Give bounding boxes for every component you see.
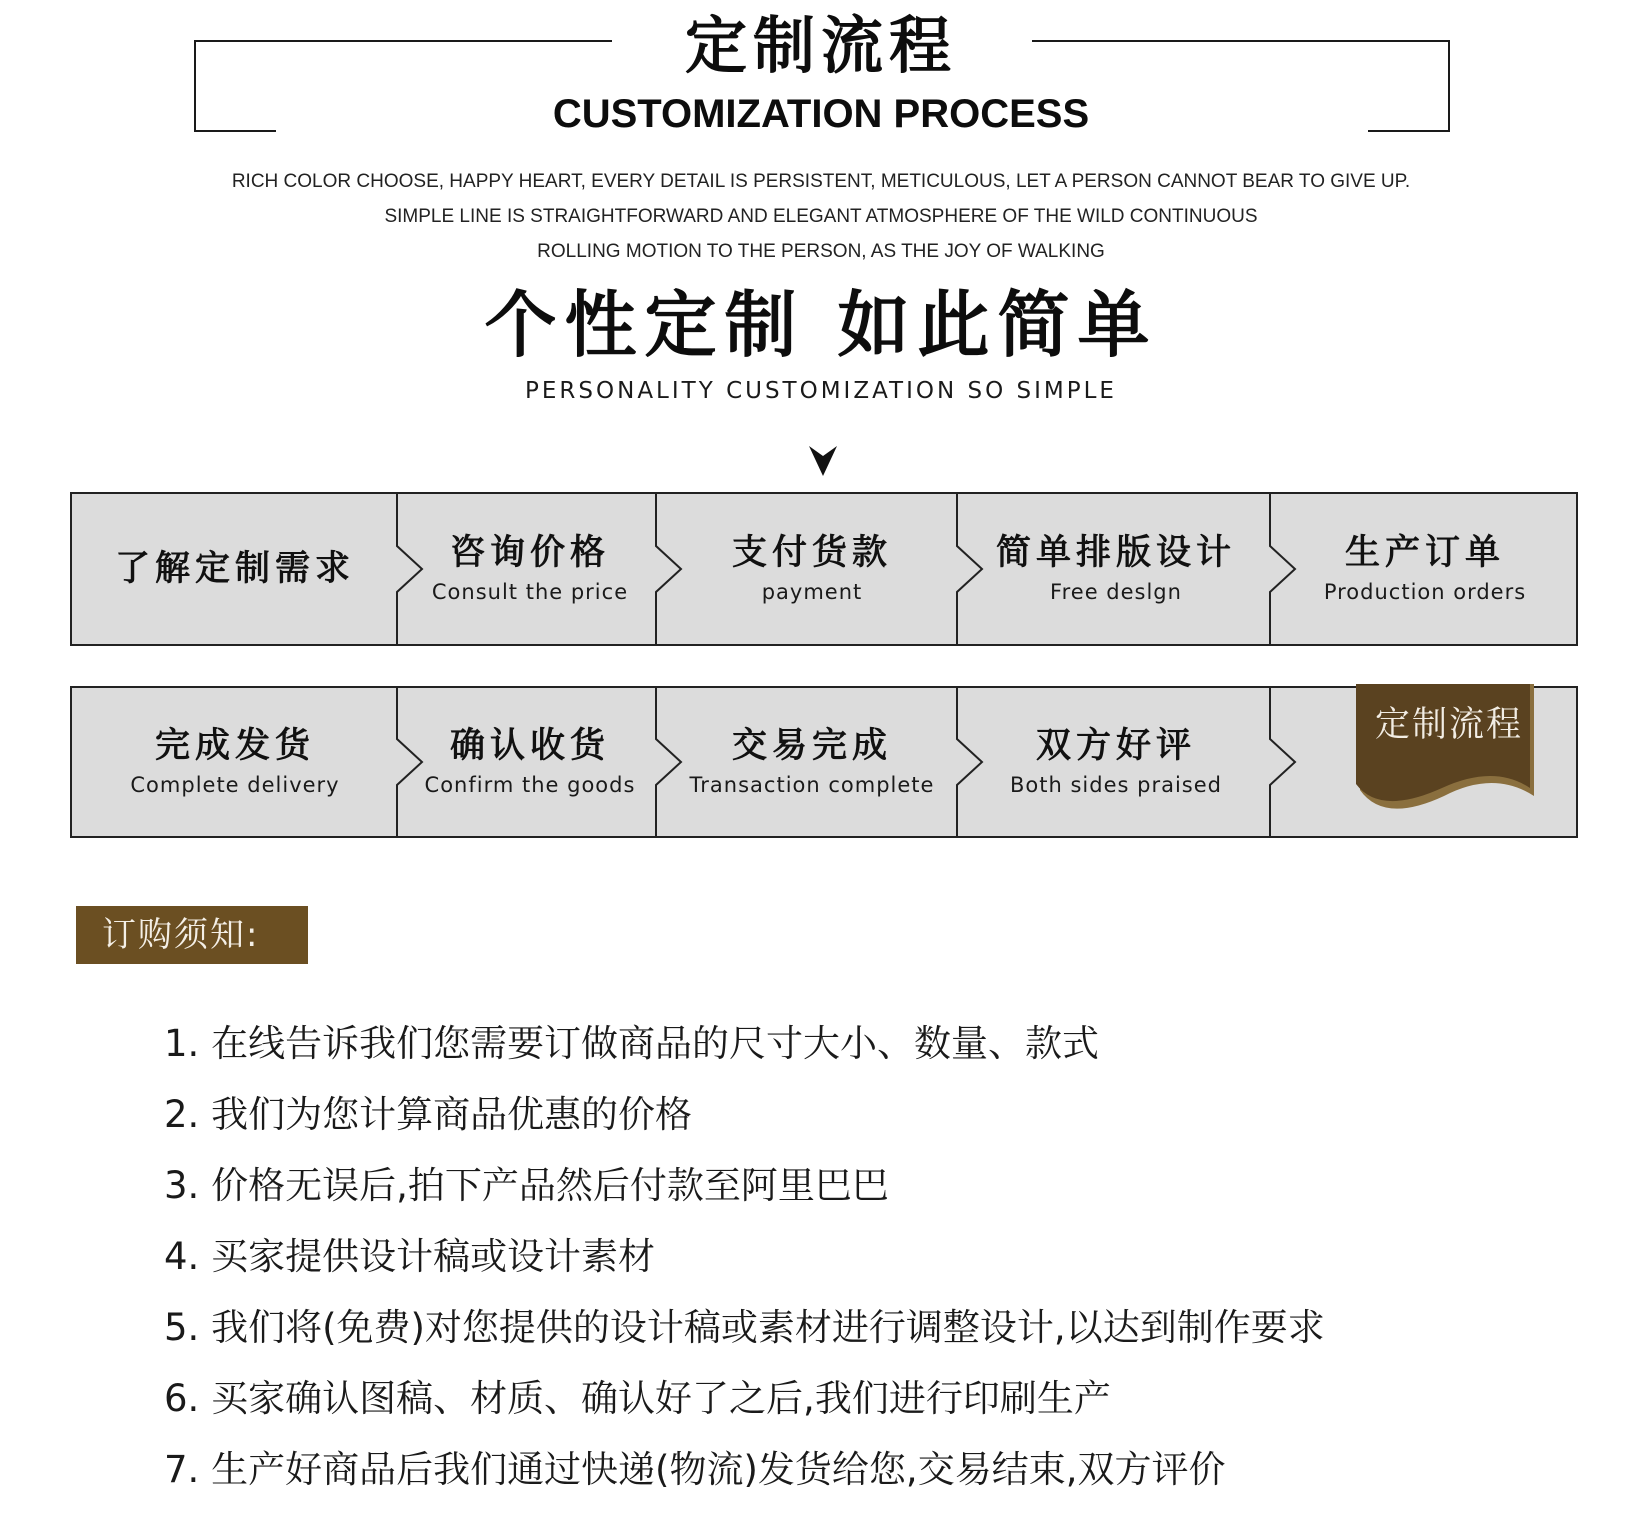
step-subtitle: Confirm the goods: [424, 773, 636, 797]
step-subtitle: payment: [761, 580, 863, 604]
step-subtitle: Consult the price: [431, 580, 629, 604]
process-step: [964, 494, 1268, 644]
process-step: [72, 494, 398, 644]
step-subtitle: Production orders: [1323, 580, 1527, 604]
step-subtitle: Free deslgn: [1050, 580, 1182, 604]
notice-list: [164, 1008, 1325, 1505]
step-title: 生产订单: [1344, 533, 1505, 573]
description-block: [0, 164, 1642, 269]
chevron-down-icon: [807, 444, 839, 478]
description-line: SIMPLE LINE IS STRAIGHTFORWARD AND ELEGANT ATMOSPHERE OF THE WILD CONTINUOUS: [384, 206, 1258, 227]
process-ribbon-badge: [1354, 684, 1544, 814]
list-item: 7. 生产好商品后我们通过快递(物流)发货给您,交易结束,双方评价: [164, 1448, 1226, 1491]
process-row-2: [70, 686, 1578, 838]
list-item: 6. 买家确认图稿、材质、确认好了之后,我们进行印刷生产: [164, 1377, 1111, 1420]
slogan-subheading: PERSONALITY CUSTOMIZATION SO SIMPLE: [525, 378, 1117, 404]
process-step: [662, 494, 962, 644]
process-step: [1272, 494, 1578, 644]
ribbon-label: 定制流程: [1374, 705, 1523, 745]
step-title: 了解定制需求: [114, 549, 355, 589]
process-step: [402, 688, 658, 836]
step-title: 简单排版设计: [995, 533, 1236, 573]
process-step: [964, 688, 1268, 836]
step-subtitle: Transaction complete: [689, 773, 935, 797]
process-step: [402, 494, 658, 644]
list-item: 5. 我们将(免费)对您提供的设计稿或素材进行调整设计,以达到制作要求: [164, 1306, 1325, 1349]
slogan-heading: 个性定制 如此简单: [484, 282, 1158, 367]
step-title: 双方好评: [1035, 726, 1196, 766]
list-item: 2. 我们为您计算商品优惠的价格: [164, 1093, 693, 1136]
step-title: 确认收货: [449, 726, 610, 766]
step-title: 咨询价格: [449, 533, 610, 573]
step-title: 完成发货: [154, 726, 315, 766]
description-line: ROLLING MOTION TO THE PERSON, AS THE JOY OF WALKING: [537, 241, 1105, 262]
list-item: 1. 在线告诉我们您需要订做商品的尺寸大小、数量、款式: [164, 1022, 1100, 1065]
step-title: 交易完成: [731, 726, 892, 766]
step-title: 支付货款: [731, 533, 892, 573]
process-step: [662, 688, 962, 836]
list-item: 3. 价格无误后,拍下产品然后付款至阿里巴巴: [164, 1164, 889, 1207]
notice-title: 订购须知:: [76, 906, 308, 964]
page-subtitle: CUSTOMIZATION PROCESS: [552, 92, 1090, 136]
process-step: [72, 688, 398, 836]
description-line: RICH COLOR CHOOSE, HAPPY HEART, EVERY DETAIL IS PERSISTENT, METICULOUS, LET A PERSON CANNOT BEAR TO GIVE UP.: [231, 171, 1411, 192]
process-row-1: [70, 492, 1578, 646]
list-item: 4. 买家提供设计稿或设计素材: [164, 1235, 656, 1278]
page-title: 定制流程: [684, 9, 957, 82]
step-subtitle: Complete delivery: [130, 773, 340, 797]
step-subtitle: Both sides praised: [1010, 773, 1222, 797]
chevron-right-icon: [1269, 688, 1299, 836]
